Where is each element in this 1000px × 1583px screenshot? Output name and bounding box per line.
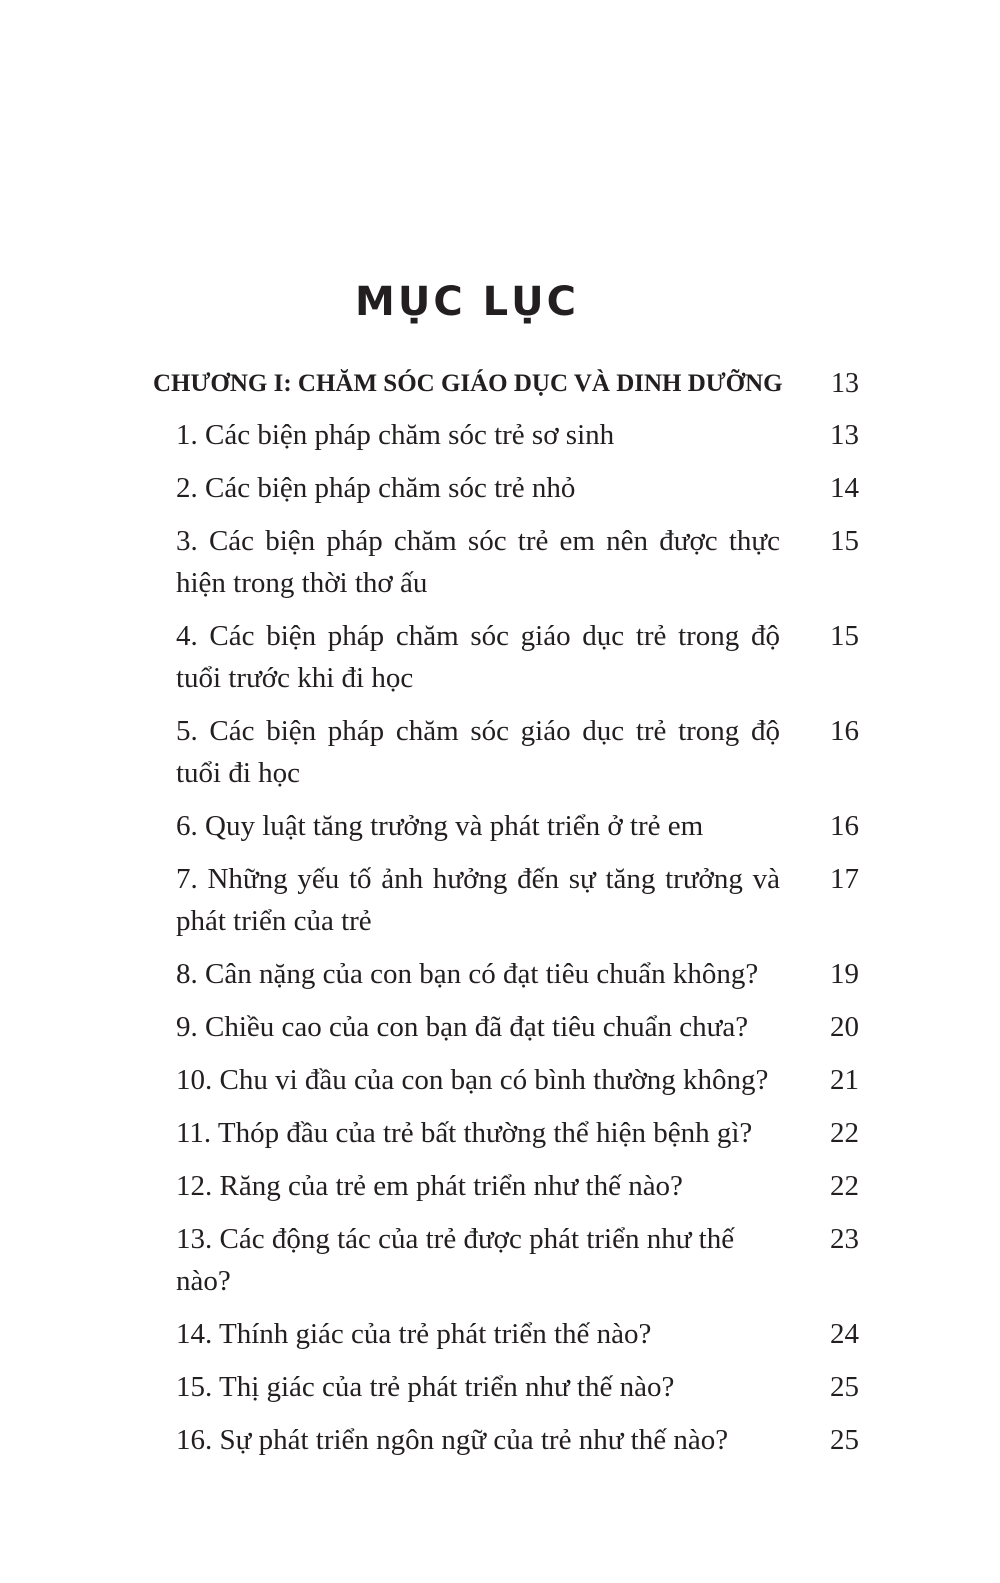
entry-page-number: 15 (830, 620, 859, 652)
entry-text: 7. Những yếu tố ảnh hưởng đến sự tăng trưởng và phát triển của trẻ (176, 863, 780, 937)
entry-page-number: 25 (830, 1371, 859, 1403)
entry-page-number: 21 (830, 1064, 859, 1096)
entry-page-number: 23 (830, 1223, 859, 1255)
entry-page-number: 14 (830, 472, 859, 504)
toc-entry-7[interactable] (153, 858, 859, 942)
entry-text: 16. Sự phát triển ngôn ngữ của trẻ như thế nào? (176, 1424, 729, 1456)
entry-text: 8. Cân nặng của con bạn có đạt tiêu chuẩn không? (176, 958, 759, 990)
entry-text: 5. Các biện pháp chăm sóc giáo dục trẻ trong độ tuổi đi học (176, 715, 780, 789)
toc-entry-9[interactable] (153, 1006, 859, 1048)
entry-text: 2. Các biện pháp chăm sóc trẻ nhỏ (176, 472, 576, 504)
entry-page-number: 22 (830, 1170, 859, 1202)
toc-entry-15[interactable] (153, 1366, 859, 1408)
entry-page-number: 15 (830, 525, 859, 557)
toc-entry-11[interactable] (153, 1112, 859, 1154)
entry-page-number: 16 (830, 715, 859, 747)
entry-page-number: 25 (830, 1424, 859, 1456)
toc-entry-6[interactable] (153, 805, 859, 847)
toc-chapter-heading[interactable] (153, 360, 859, 408)
entry-page-number: 13 (830, 419, 859, 451)
toc-entry-10[interactable] (153, 1059, 859, 1101)
entry-page-number: 22 (830, 1117, 859, 1149)
toc-entry-4[interactable] (153, 615, 859, 699)
entry-text: 9. Chiều cao của con bạn đã đạt tiêu chuẩn chưa? (176, 1011, 749, 1043)
entry-text: 6. Quy luật tăng trưởng và phát triển ở trẻ em (176, 810, 704, 842)
entry-page-number: 17 (830, 863, 859, 895)
toc-entry-12[interactable] (153, 1165, 859, 1207)
entry-page-number: 19 (830, 958, 859, 990)
toc-entry-14[interactable] (153, 1313, 859, 1355)
chapter-page-number: 13 (831, 368, 859, 399)
entry-text: 4. Các biện pháp chăm sóc giáo dục trẻ trong độ tuổi trước khi đi học (176, 620, 780, 694)
entry-text: 13. Các động tác của trẻ được phát triển như thế nào? (176, 1223, 735, 1297)
entry-text: 1. Các biện pháp chăm sóc trẻ sơ sinh (176, 419, 615, 451)
entry-text: 14. Thính giác của trẻ phát triển thế nào? (176, 1318, 652, 1350)
toc-entry-2[interactable] (153, 467, 859, 509)
entry-text: 10. Chu vi đầu của con bạn có bình thường không? (176, 1064, 769, 1096)
entry-text: 15. Thị giác của trẻ phát triển như thế nào? (176, 1371, 675, 1403)
toc-entry-16[interactable] (153, 1419, 859, 1461)
entry-page-number: 16 (830, 810, 859, 842)
toc-entry-13[interactable] (153, 1218, 859, 1302)
table-of-contents (153, 360, 859, 1472)
toc-entry-1[interactable] (153, 414, 859, 456)
chapter-title: CHƯƠNG I: CHĂM SÓC GIÁO DỤC VÀ DINH DƯỠNG (153, 370, 783, 397)
entry-text: 12. Răng của trẻ em phát triển như thế nào? (176, 1170, 683, 1202)
toc-entry-8[interactable] (153, 953, 859, 995)
page-title: MỤC LỤC (355, 279, 579, 325)
entry-text: 11. Thóp đầu của trẻ bất thường thể hiện bệnh gì? (176, 1117, 753, 1149)
entry-page-number: 24 (830, 1318, 859, 1350)
toc-entry-3[interactable] (153, 520, 859, 604)
entry-page-number: 20 (830, 1011, 859, 1043)
entry-text: 3. Các biện pháp chăm sóc trẻ em nên được thực hiện trong thời thơ ấu (176, 525, 780, 599)
toc-entry-5[interactable] (153, 710, 859, 794)
